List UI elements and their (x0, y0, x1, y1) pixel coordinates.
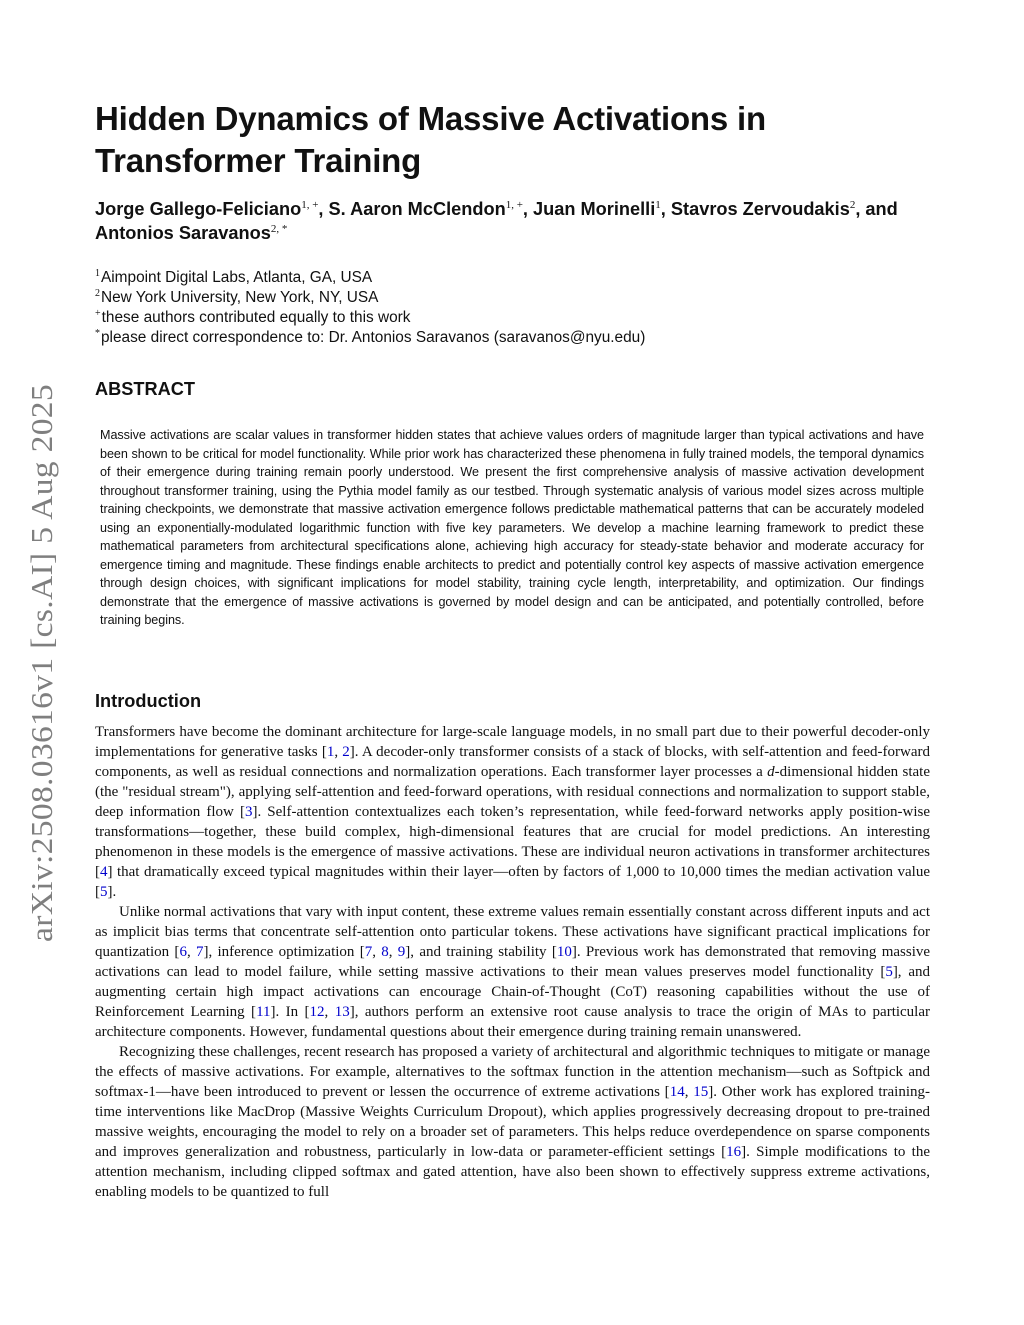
affiliation-text: New York University, New York, NY, USA (101, 289, 379, 306)
text-run: , (684, 1084, 694, 1100)
text-run: ], and training stability [ (405, 944, 557, 960)
affiliation-mark: + (95, 308, 101, 319)
text-run: , (372, 944, 382, 960)
text-run: ]. Self-attention contextualizes each token’s representation, while feed-forward networks apply position-wise transformations—together, these build complex, high-dimensional features that are crucial for model predictions. An interesting phenomenon in these models is the emergence of massive activations. These are individual neuron activations in transformer architectures [ (95, 804, 930, 880)
citation-link[interactable]: 16 (726, 1144, 742, 1160)
citation-link[interactable]: 2 (342, 744, 350, 760)
author-list (95, 197, 925, 245)
text-run: ]. A decoder-only transformer consists of a stack of blocks, with self-attention and feed-forward components, as well as residual connections and normalization operations. Each transformer layer processes a (95, 744, 931, 780)
text-run: ], inference optimization [ (203, 944, 365, 960)
citation-link[interactable]: 10 (556, 944, 572, 960)
text-run: ]. Simple modifications to the attention mechanism, including clipped softmax and gated attention, have also been shown to effectively suppress extreme activations, enabling models to be quantized to full (95, 1144, 930, 1200)
text-run: , (186, 944, 196, 960)
abstract-heading: ABSTRACT (95, 379, 196, 399)
citation-link[interactable]: 8 (381, 944, 389, 960)
author-affiliation-marks: 1 (655, 199, 661, 211)
text-run: Recognizing these challenges, recent research has proposed a variety of architectural and algorithmic techniques to mitigate or manage the effects of massive activations. For example, alternatives to the softmax function in the attention mechanism—such as Softpick and softmax-1—have been introduced to prevent or lessen the occurrence of extreme activations [ (95, 1044, 930, 1100)
math-symbol: d (767, 764, 775, 780)
citation-link[interactable]: 14 (669, 1084, 685, 1100)
text-run: ] that dramatically exceed typical magnitudes within their layer—often by factors of 1,000 to 10,000 times the median activation value [ (95, 864, 930, 900)
text-run: , (334, 744, 343, 760)
author-separator: , (660, 199, 671, 219)
citation-link[interactable]: 5 (100, 884, 108, 900)
abstract-text: Massive activations are scalar values in transformer hidden states that achieve values orders of magnitude larger than typical activations and have been shown to be critical for model functionality. While prior work has characterized these phenomena in fully trained models, the temporal dynamics of their emergence during training remain poorly understood. We present the first comprehensive analysis of massive activation development throughout transformer training, using the Pythia model family as our testbed. Through systematic analysis of various model sizes across multiple training checkpoints, we demonstrate that massive activation emergence follows predictable mathematical patterns that can be accurately modeled using an exponentially-modulated logarithmic function with five key parameters. We develop a machine learning framework to predict these mathematical parameters from architectural specifications alone, achieving high accuracy for steady-state behavior and moderate accuracy for emergence timing and magnitude. These findings enable architects to predict and potentially control key aspects of massive activation emergence through design choices, with significant implications for model stability, training cycle length, interpretability, and optimization. Our findings demonstrate that the emergence of massive activations is governed by model design and can be anticipated, and potentially controlled, before training begins. (100, 428, 924, 627)
author-name: Juan Morinelli (533, 199, 656, 219)
citation-link[interactable]: 7 (195, 944, 204, 960)
text-run: ]. (107, 884, 117, 900)
text-run: ], authors perform an extensive root cause analysis to trace the origin of MAs to particular architecture components. However, fundamental questions about their emergence during training remain unanswered. (95, 1004, 931, 1040)
author-affiliation-marks: 2 (849, 199, 856, 211)
author-separator: , (522, 199, 534, 219)
author-separator: , and (855, 199, 898, 219)
text-run: ]. In [ (270, 1004, 310, 1020)
text-run: ]. Other work has explored training-time interventions like MacDrop (Massive Weights Curriculum Dropout), which applies progressively decreasing dropout to pre-trained massive weights, encouraging the model to rely on a broader set of parameters. This helps reduce overdependence on sparse components and improves generalization and robustness, particularly in low-data or parameter-efficient settings [ (95, 1084, 931, 1160)
author-name: Stavros Zervoudakis (670, 199, 850, 219)
text-run: Transformers have become the dominant architecture for large-scale language models, in no small part due to their powerful decoder-only implementations for generative tasks [ (95, 724, 930, 760)
introduction-heading: Introduction (95, 691, 202, 711)
author-name: S. Aaron McClendon (328, 199, 506, 219)
citation-link[interactable]: 13 (334, 1004, 350, 1020)
affiliation-mark: * (95, 328, 100, 339)
introduction-paragraph (95, 1042, 930, 1202)
paper-title: Hidden Dynamics of Massive Activations in Transformer Training (95, 100, 766, 179)
citation-link[interactable]: 11 (256, 1004, 271, 1020)
text-run: Unlike normal activations that vary with input content, these extreme values remain essentially constant across different inputs and act as implicit bias terms that concentrate self-attention onto particular tokens. These activations have significant practical implications for quantization [ (95, 904, 930, 960)
citation-link[interactable]: 15 (693, 1084, 709, 1100)
introduction-paragraph (95, 902, 930, 1042)
text-run: ]. Previous work has demonstrated that removing massive activations can lead to model failure, while setting massive activations to their mean values preserves model functionality [ (95, 944, 931, 980)
affiliation-list (95, 268, 925, 348)
affiliation-item (95, 268, 925, 288)
citation-link[interactable]: 4 (100, 864, 108, 880)
text-run: , (324, 1004, 335, 1020)
affiliation-text: Aimpoint Digital Labs, Atlanta, GA, USA (101, 269, 373, 286)
citation-link[interactable]: 1 (326, 744, 335, 760)
affiliation-mark: 2 (95, 288, 100, 299)
introduction-paragraph (95, 722, 930, 902)
affiliation-text: these authors contributed equally to this work (101, 309, 411, 326)
affiliation-item (95, 308, 925, 328)
author-affiliation-marks: 2, * (270, 223, 288, 235)
affiliation-mark: 1 (95, 268, 100, 279)
author-affiliation-marks: 1, + (505, 199, 523, 211)
author-name: Antonios Saravanos (95, 223, 271, 243)
citation-link[interactable]: 7 (364, 944, 373, 960)
author-name: Jorge Gallego-Feliciano (95, 199, 302, 219)
affiliation-item (95, 328, 925, 348)
introduction-body (95, 722, 930, 1202)
citation-link[interactable]: 9 (397, 944, 406, 960)
text-run: ], and augmenting certain high impact activations can encourage Chain-of-Thought (CoT) reasoning capabilities without the use of Reinforcement Learning [ (95, 964, 930, 1020)
author-affiliation-marks: 1, + (301, 199, 319, 211)
affiliation-text: please direct correspondence to: Dr. Antonios Saravanos (saravanos@nyu.edu) (101, 329, 646, 346)
citation-link[interactable]: 3 (244, 804, 253, 820)
text-run: -dimensional hidden state (the "residual stream"), applying self-attention and feed-forward operations, with residual connections and normalization to support stable, deep information flow [ (95, 764, 930, 820)
citation-link[interactable]: 5 (885, 964, 893, 980)
arxiv-identifier-text: arXiv:2508.03616v1 [cs.AI] 5 Aug 2025 (24, 426, 59, 942)
citation-link[interactable]: 6 (179, 944, 187, 960)
affiliation-item (95, 288, 925, 308)
author-separator: , (318, 199, 329, 219)
arxiv-identifier-stamp (0, 382, 92, 942)
text-run: , (388, 944, 398, 960)
citation-link[interactable]: 12 (309, 1004, 325, 1020)
